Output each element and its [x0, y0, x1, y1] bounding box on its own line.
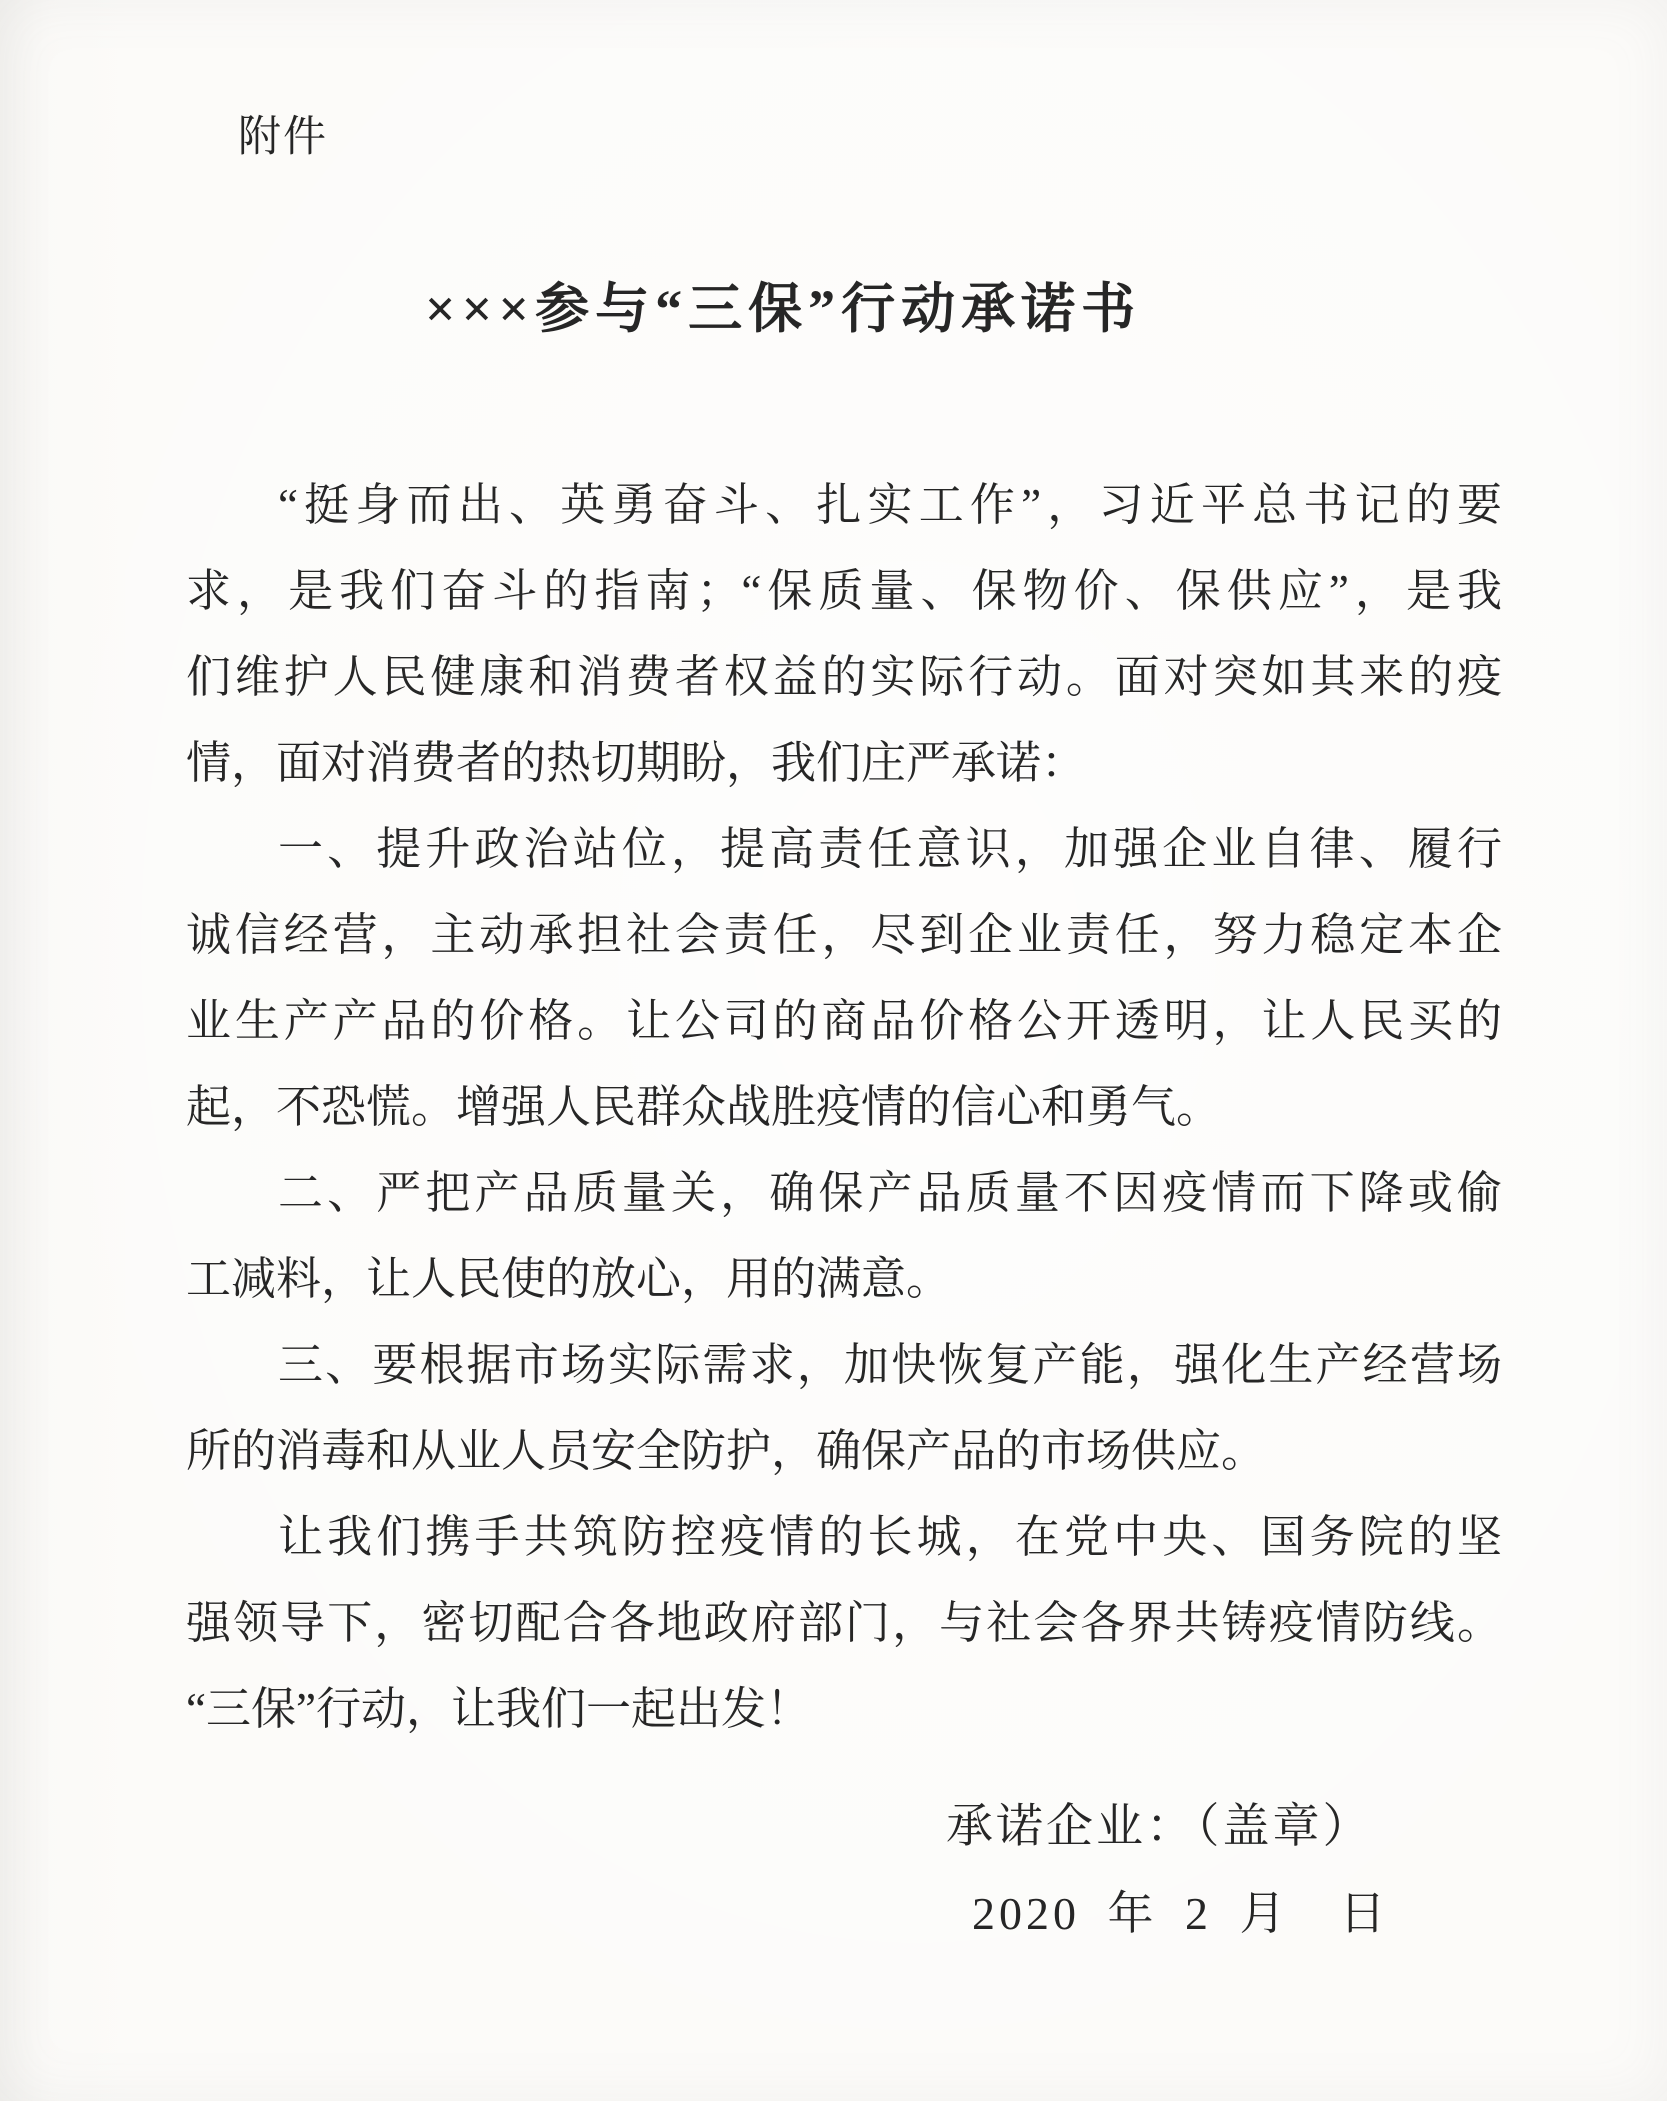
body-line: 一、提升政治站位，提高责任意识，加强企业自律、履行: [278, 824, 1502, 874]
signature-block: [946, 1796, 1390, 1944]
body-line: 工减料，让人民使的放心，用的满意。: [186, 1254, 952, 1304]
body-line: “挺身而出、英勇奋斗、扎实工作”，习近平总书记的要: [278, 480, 1502, 530]
body-line: 业生产产品的价格。让公司的商品价格公开透明，让人民买的: [186, 996, 1502, 1046]
document-title: ×××参与“三保”行动承诺书: [424, 279, 1142, 339]
body-line: “三保”行动，让我们一起出发！: [186, 1684, 811, 1734]
signature-company-line: 承诺企业：（盖章）: [946, 1801, 1373, 1853]
body-line: 情，面对消费者的热切期盼，我们庄严承诺：: [186, 738, 1087, 788]
body-line: 起，不恐慌。增强人民群众战胜疫情的信心和勇气。: [186, 1082, 1222, 1132]
title-row: [0, 278, 1566, 340]
body-line: 们维护人民健康和消费者权益的实际行动。面对突如其来的疫: [186, 652, 1502, 702]
signature-date-line: 2020 年 2 月 日: [972, 1888, 1390, 1939]
attachment-label: 附件: [238, 114, 328, 161]
body-line: 诚信经营，主动承担社会责任，尽到企业责任，努力稳定本企: [186, 910, 1502, 960]
body-line: 强领导下，密切配合各地政府部门，与社会各界共铸疫情防线。: [186, 1598, 1502, 1648]
body-line: 二、严把产品质量关，确保产品质量不因疫情而下降或偷: [278, 1168, 1502, 1218]
body-line: 三、要根据市场实际需求，加快恢复产能，强化生产经营场: [278, 1340, 1502, 1390]
body-line: 让我们携手共筑防控疫情的长城，在党中央、国务院的坚: [278, 1512, 1502, 1562]
body-line: 求，是我们奋斗的指南；“保质量、保物价、保供应”，是我: [186, 566, 1502, 616]
body-line: 所的消毒和从业人员安全防护，确保产品的市场供应。: [186, 1426, 1267, 1476]
document-body: [186, 462, 1502, 1752]
